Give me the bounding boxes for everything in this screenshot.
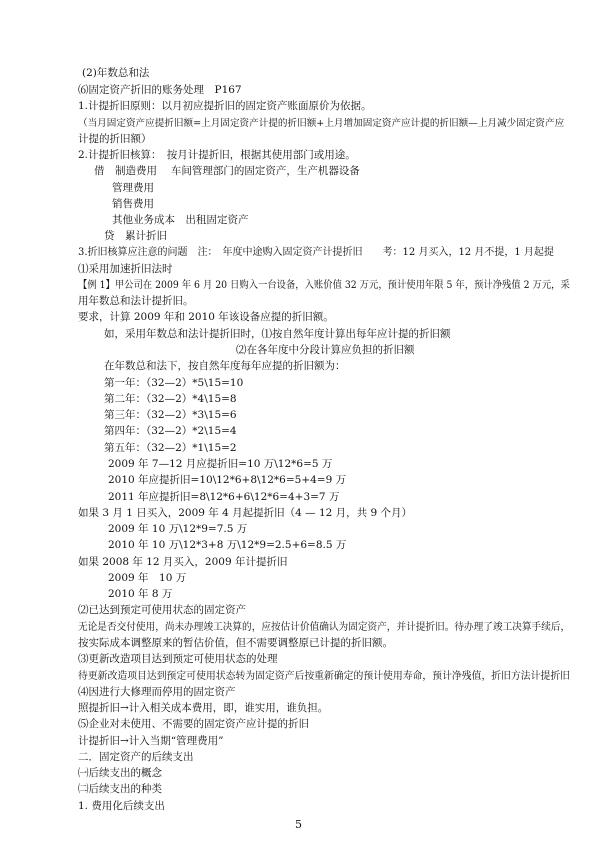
- text-line: 如，采用年数总和法计提折旧时，⑴按自然年度计算出每年应计提的折旧额: [104, 328, 451, 340]
- text-line: 管理费用: [112, 182, 154, 194]
- text-line: 按实际成本调整原来的暂估价值，但不需要调整原已计提的折旧额。: [78, 637, 393, 649]
- text-line: ⑵已达到预定可使用状态的固定资产: [78, 604, 246, 616]
- text-line: 第一年：（32—2）*5\15=10: [104, 377, 244, 389]
- text-line: ㈠后续支出的概念: [78, 767, 162, 779]
- text-line: 用年数总和法计提折旧。: [78, 295, 194, 307]
- text-line: 销售费用: [112, 198, 154, 210]
- text-line: 2010 年 10 万\12*3+8 万\12*9=2.5+6=8.5 万: [108, 539, 347, 551]
- text-line: ⑶更新改造项目达到预定可使用状态的处理: [78, 653, 278, 665]
- text-line: 计提的折旧额）: [78, 133, 152, 145]
- text-line: 2010 年应提折旧=10\12*6+8\12*6=5+4=9 万: [108, 474, 347, 486]
- text-line: 第二年：（32—2）*4\15=8: [104, 393, 237, 405]
- text-line: 2010 年 8 万: [108, 588, 173, 600]
- text-line: 在年数总和法下，按自然年度每年应提的折旧额为：: [104, 360, 346, 372]
- text-line: 贷 累计折旧: [104, 230, 167, 242]
- page-number: 5: [295, 818, 302, 831]
- text-line: 2011 年应提折旧=8\12*6+6\12*6=4+3=7 万: [108, 491, 340, 503]
- text-line: 计提折旧→计入当期“管理费用”: [78, 735, 224, 747]
- text-line: 2009 年 10 万\12*9=7.5 万: [108, 523, 248, 535]
- text-line: ⑹固定资产折旧的账务处理 P167: [78, 84, 242, 96]
- text-line: 2009 年 7—12 月应提折旧=10 万\12*6=5 万: [108, 458, 333, 470]
- text-line: 二．固定资产的后续支出: [78, 751, 194, 763]
- text-line: 3.折旧核算应注意的问题 注： 年度中途购入固定资产计提折旧 考：12 月买入，12 月不提，1 月起提: [78, 247, 554, 258]
- text-line: 其他业务成本 出租固定资产: [112, 214, 249, 226]
- text-line: 第四年：（32—2）*2\15=4: [104, 425, 237, 437]
- text-line: 借 制造费用 车间管理部门的固定资产，生产机器设备: [94, 165, 360, 177]
- text-line: 照提折旧→计入相关成本费用，即，谁实用，谁负担。: [78, 702, 329, 714]
- text-line: (2)年数总和法: [82, 67, 150, 79]
- text-line: ⑸企业对未使用、不需要的固定资产应计提的折旧: [78, 718, 309, 730]
- text-line: 无论是否交付使用，尚未办理竣工决算的，应按估计价值确认为固定资产，并计提折旧。待办理了竣工决算手续后，: [78, 622, 571, 633]
- text-line: （当月固定资产应提折旧额=上月固定资产计提的折旧额+上月增加固定资产应计提的折旧额—上月减少固定资产应: [78, 118, 565, 129]
- text-line: 待更新改造项目达到预定可使用状态转为固定资产后按重新确定的预计使用寿命，预计净残值，折旧方法计提折旧: [78, 671, 570, 682]
- text-line: 如果 3 月 1 日买入，2009 年 4 月起提折旧（4 — 12 月，共 9 个月）: [78, 507, 413, 519]
- text-line: 1. 费用化后续支出: [78, 800, 165, 812]
- text-line: ⑴采用加速折旧法时: [78, 263, 173, 275]
- text-line: 要求，计算 2009 年和 2010 年该设备应提的折旧额。: [78, 311, 334, 323]
- text-line: 1.计提折旧原则：以月初应提折旧的固定资产账面原价为依据。: [78, 100, 372, 112]
- text-line: ㈡后续支出的种类: [78, 783, 162, 795]
- text-line: 如果 2008 年 12 月买入，2009 年计提折旧: [78, 556, 288, 568]
- text-line: 第五年：（32—2）*1\15=2: [104, 442, 237, 454]
- text-line: ⑵在各年度中分段计算应负担的折旧额: [236, 344, 415, 356]
- text-line: 第三年：（32—2）*3\15=6: [104, 409, 237, 421]
- text-line: 2009 年 10 万: [108, 572, 187, 584]
- text-line: ⑷因进行大修理而停用的固定资产: [78, 686, 236, 698]
- text-line: 2.计提折旧核算： 按月计提折旧，根据其使用部门或用途。: [78, 149, 356, 161]
- text-line: 【例 1】甲公司在 2009 年 6 月 20 日购入一台设备，入账价值 32 万元，预计使用年限 5 年，预计净残值 2 万元，采: [78, 280, 570, 291]
